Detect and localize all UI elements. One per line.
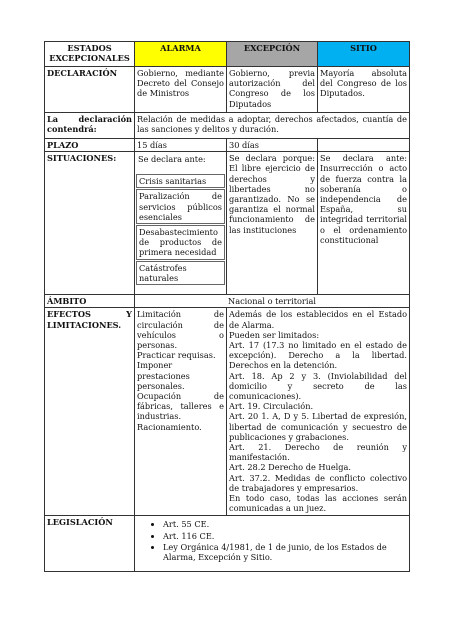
declaracion-excepcion: Gobierno, previa autorización del Congreso de los Diputados <box>227 67 318 113</box>
contendra-label: La declaración contendrá: <box>45 113 135 139</box>
efecto-item: Ocupación de fábricas, talleres e industrias. <box>137 391 224 422</box>
legislacion-list <box>137 519 407 562</box>
efecto-item: Limitación de circulación de vehículos o personas. <box>137 309 224 351</box>
efecto-item: Pueden ser limitados: <box>229 329 320 340</box>
legislacion-item: • Ley Orgánica 4/1981, de 1 de junio, de los Estados de Alarma, Excepción y Sitio. <box>163 542 407 562</box>
efecto-item: Art. 21. Derecho de reunión y manifestación. <box>229 442 407 463</box>
situaciones-row <box>45 152 410 295</box>
efectos-row <box>45 308 410 516</box>
legislacion-row <box>45 516 410 572</box>
declaracion-label: DECLARACIÓN <box>45 67 135 113</box>
efecto-item: Racionamiento. <box>137 421 202 432</box>
efectos-alarma <box>135 308 227 516</box>
efecto-item: Imponer prestaciones personales. <box>137 360 190 391</box>
legislacion-value <box>135 516 410 572</box>
states-comparison-table <box>44 41 410 572</box>
efecto-item: Art. 28.2 Derecho de Huelga. <box>229 462 352 473</box>
situaciones-excepcion: Se declara porque: El libre ejercicio de derechos y libertades no garantizado. No se garantiza el normal funcionamiento de las instituciones <box>227 152 318 295</box>
efecto-item: Art. 20 1. A, D y 5. Libertad de expresión, libertad de comunicación y secuestro de publicaciones y grabaciones. <box>229 411 407 442</box>
situacion-item: Crisis sanitarias <box>136 174 225 188</box>
header-alarma: ALARMA <box>135 42 227 67</box>
situacion-item: Paralización de servicios públicos esenciales <box>136 189 225 224</box>
efecto-item: Art. 17 (17.3 no limitado en el estado de excepción). Derecho a la libertad. Derechos en la detención. <box>229 340 407 371</box>
situacion-item: Catástrofes naturales <box>136 261 225 285</box>
efectos-excepcion-sitio <box>227 308 410 516</box>
situaciones-alarma <box>135 152 227 295</box>
legislacion-item: • Art. 55 CE. <box>163 519 407 529</box>
efecto-item: Art. 37.2. Medidas de conflicto colectivo de trabajadores y empresarios. <box>229 472 407 493</box>
declaracion-sitio: Mayoría absoluta del Congreso de los Diputados. <box>318 67 410 113</box>
plazo-alarma: 15 días <box>135 139 227 152</box>
contendra-value: Relación de medidas a adoptar, derechos afectados, cuantía de las sanciones y delitos y duración. <box>135 113 410 139</box>
header-excepcion: EXCEPCIÓN <box>227 42 318 67</box>
plazo-label: PLAZO <box>45 139 135 152</box>
efecto-item: Practicar requisas. <box>137 350 216 361</box>
header-estados: ESTADOS EXCEPCIONALES <box>45 42 135 67</box>
efectos-label: EFECTOS Y LIMITACIONES. <box>45 308 135 516</box>
declaracion-alarma: Gobierno, mediante Decreto del Consejo de Ministros <box>135 67 227 113</box>
situaciones-alarma-intro: Se declara ante: <box>138 154 206 165</box>
ambito-value: Nacional o territorial <box>135 295 410 308</box>
situaciones-label: SITUACIONES: <box>45 152 135 295</box>
legislacion-label: LEGISLACIÓN <box>45 516 135 572</box>
efecto-item: En todo caso, todas las acciones serán comunicadas a un juez. <box>229 493 407 514</box>
plazo-row <box>45 139 410 152</box>
declaracion-row <box>45 67 410 113</box>
header-sitio: SITIO <box>318 42 410 67</box>
efecto-item: Art. 18. Ap 2 y 3. (Inviolabilidad del domicilio y secreto de las comunicaciones). <box>229 370 407 402</box>
contendra-row <box>45 113 410 139</box>
situacion-item: Desabastecimiento de productos de primera necesidad <box>136 225 225 260</box>
efecto-item: Art. 19. Circulación. <box>229 401 314 412</box>
efecto-item: Además de los establecidos en el Estado de Alarma. <box>229 309 407 330</box>
header-row <box>45 42 410 67</box>
plazo-excepcion: 30 días <box>227 139 318 152</box>
ambito-label: ÁMBITO <box>45 295 135 308</box>
situaciones-sitio: Se declara ante: Insurrección o acto de fuerza contra la soberanía o independencia de España, su integridad territorial o el ordenamiento constitucional <box>318 152 410 295</box>
plazo-sitio <box>318 139 410 152</box>
legislacion-item: • Art. 116 CE. <box>163 531 407 541</box>
ambito-row <box>45 295 410 308</box>
